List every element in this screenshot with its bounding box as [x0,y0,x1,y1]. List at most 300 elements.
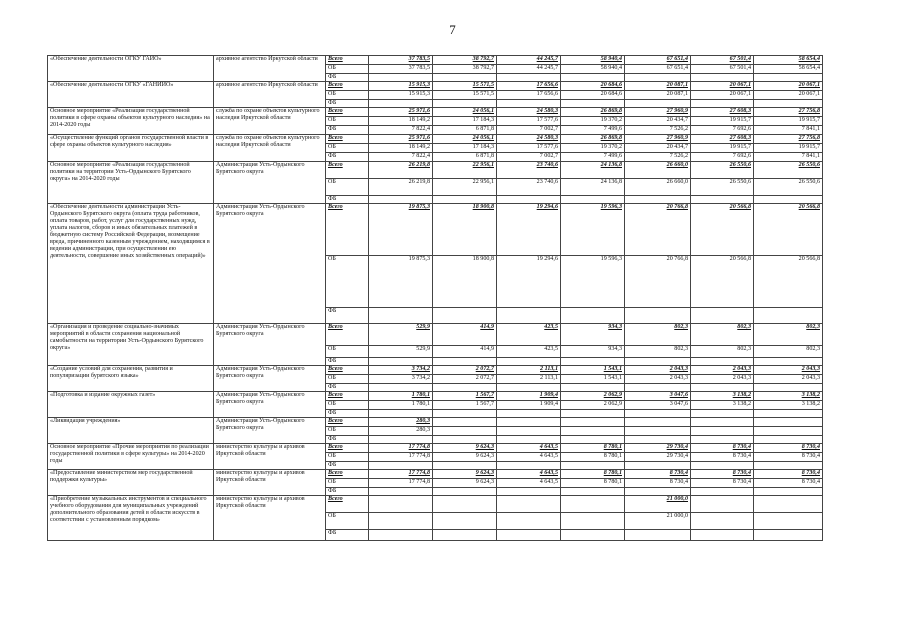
value-cell: 529,9 [369,346,433,358]
value-cell: 20 087,1 [625,91,691,100]
value-cell: 7 002,7 [497,153,561,162]
value-cell: 17 656,6 [497,91,561,100]
value-cell [369,74,433,82]
value-cell: 802,3 [754,324,823,346]
value-cell [369,384,433,392]
value-cell: 7 499,6 [561,153,625,162]
value-cell: 1 909,4 [497,401,561,410]
value-cell: 4 643,5 [497,444,561,453]
value-cell: 7 692,6 [691,153,754,162]
value-cell [433,100,497,108]
value-cell: 4 643,5 [497,470,561,479]
value-cell [691,358,754,366]
value-cell: 18 900,8 [433,204,497,256]
value-cell: 18 149,2 [369,117,433,126]
value-cell: 3 047,6 [625,392,691,401]
value-cell [754,418,823,427]
value-cell [561,488,625,496]
value-cell: 27 608,3 [691,108,754,117]
value-cell: 8 730,4 [625,470,691,479]
funding-source-fb: ФБ [326,358,369,366]
value-cell: 2 062,9 [561,392,625,401]
value-cell [754,308,823,324]
measure-name: «Создание условий для сохранения, развития и популяризации бурятского языка» [48,366,214,392]
value-cell [497,427,561,436]
value-cell: 1 567,7 [433,392,497,401]
value-cell [561,418,625,427]
value-cell: 19 915,7 [691,117,754,126]
value-cell: 8 730,4 [754,479,823,488]
value-cell: 9 624,3 [433,444,497,453]
budget-table [47,55,823,541]
value-cell [691,496,754,513]
value-cell: 20 684,6 [561,82,625,91]
value-cell [497,488,561,496]
value-cell [561,436,625,444]
table-row [48,392,823,401]
value-cell [754,410,823,418]
funding-source-ob: ОБ [326,256,369,308]
value-cell [497,358,561,366]
value-cell: 19 294,6 [497,204,561,256]
value-cell [625,418,691,427]
value-cell: 22 956,1 [433,179,497,196]
value-cell [691,74,754,82]
funding-source-fb: ФБ [326,530,369,541]
value-cell: 26 660,0 [625,162,691,179]
value-cell [691,308,754,324]
value-cell: 1 567,7 [433,401,497,410]
value-cell: 19 915,7 [754,117,823,126]
funding-source-fb: ФБ [326,410,369,418]
measure-name: «Ликвидация учреждения» [48,418,214,444]
value-cell: 17 577,6 [497,144,561,153]
funding-source-total: Всего [326,108,369,117]
responsible-executor: министерство культуры и архивов Иркутской области [214,496,326,541]
value-cell: 17 774,8 [369,444,433,453]
value-cell: 24 136,8 [561,162,625,179]
table-row [48,366,823,375]
value-cell [497,308,561,324]
value-cell: 3 138,2 [754,392,823,401]
value-cell: 802,3 [625,346,691,358]
value-cell: 802,3 [625,324,691,346]
funding-source-total: Всего [326,392,369,401]
value-cell: 25 971,6 [369,135,433,144]
funding-source-total: Всего [326,56,369,65]
value-cell: 20 684,6 [561,91,625,100]
value-cell [497,196,561,204]
value-cell: 25 971,6 [369,108,433,117]
value-cell [433,436,497,444]
value-cell [625,358,691,366]
responsible-executor: Администрация Усть-Ордынского Бурятского округа [214,366,326,392]
value-cell: 9 624,3 [433,470,497,479]
funding-source-total: Всего [326,496,369,513]
value-cell [691,410,754,418]
measure-name: «Обеспечение деятельности ОГКУ ГАИО» [48,56,214,82]
value-cell: 19 875,3 [369,204,433,256]
funding-source-ob: ОБ [326,375,369,384]
measure-name: Основное мероприятие «Прочие мероприятия по реализации государственной политики в сфере культуры» на 2014-2020 годы [48,444,214,470]
value-cell: 2 043,3 [691,366,754,375]
value-cell: 7 526,2 [625,126,691,135]
value-cell: 21 000,0 [625,496,691,513]
value-cell: 280,3 [369,418,433,427]
value-cell [754,427,823,436]
value-cell: 20 766,8 [625,256,691,308]
funding-source-total: Всего [326,324,369,346]
responsible-executor: служба по охране объектов культурного наследия Иркутской области [214,108,326,135]
value-cell: 8 730,4 [691,470,754,479]
funding-source-total: Всего [326,418,369,427]
value-cell: 15 915,3 [369,91,433,100]
value-cell [561,384,625,392]
value-cell [433,496,497,513]
value-cell: 15 915,3 [369,82,433,91]
measure-name: «Подготовка и издание окружных газет» [48,392,214,418]
funding-source-ob: ОБ [326,179,369,196]
value-cell: 2 043,3 [625,366,691,375]
value-cell [497,74,561,82]
value-cell [497,496,561,513]
value-cell: 37 783,5 [369,56,433,65]
value-cell: 6 871,8 [433,126,497,135]
value-cell: 24 580,3 [497,108,561,117]
value-cell: 26 869,8 [561,135,625,144]
value-cell [369,530,433,541]
value-cell: 67 501,4 [691,56,754,65]
responsible-executor: Администрация Усть-Ордынского Бурятского округа [214,392,326,418]
funding-source-fb: ФБ [326,196,369,204]
value-cell: 8 730,4 [625,479,691,488]
value-cell [625,410,691,418]
value-cell [433,384,497,392]
funding-source-ob: ОБ [326,453,369,462]
value-cell: 20 434,7 [625,144,691,153]
table-row [48,418,823,427]
value-cell: 20 067,1 [754,91,823,100]
measure-name: «Предоставление министерством мер государственной поддержки культуры» [48,470,214,496]
funding-source-ob: ОБ [326,117,369,126]
value-cell [754,74,823,82]
funding-source-fb: ФБ [326,462,369,470]
value-cell [754,488,823,496]
value-cell [433,308,497,324]
value-cell [691,100,754,108]
funding-source-ob: ОБ [326,346,369,358]
value-cell: 7 692,6 [691,126,754,135]
responsible-executor: Администрация Усть-Ордынского Бурятского округа [214,324,326,366]
value-cell: 26 660,0 [625,179,691,196]
value-cell: 7 526,2 [625,153,691,162]
value-cell: 8 730,4 [754,470,823,479]
value-cell: 58 654,4 [754,65,823,74]
value-cell: 20 566,8 [691,204,754,256]
value-cell: 7 499,6 [561,126,625,135]
value-cell [433,488,497,496]
measure-name: Основное мероприятие «Реализация государственной политики в сфере охраны объектов культурного наследия» на 2014-2020 годы [48,108,214,135]
value-cell [497,418,561,427]
value-cell: 802,3 [691,346,754,358]
value-cell [433,418,497,427]
value-cell: 26 550,6 [754,162,823,179]
value-cell: 17 774,8 [369,453,433,462]
value-cell: 529,9 [369,324,433,346]
value-cell [625,196,691,204]
funding-source-ob: ОБ [326,65,369,74]
value-cell: 3 047,6 [625,401,691,410]
value-cell: 7 822,4 [369,153,433,162]
value-cell [561,513,625,530]
funding-source-ob: ОБ [326,479,369,488]
value-cell [625,308,691,324]
value-cell: 1 543,1 [561,366,625,375]
value-cell [625,488,691,496]
value-cell [561,462,625,470]
value-cell: 27 756,8 [754,108,823,117]
measure-name: Основное мероприятие «Реализация государственной политики на территории Усть-Ордынского Бурятского округа» на 2014-2020 годы [48,162,214,204]
funding-source-fb: ФБ [326,153,369,162]
value-cell [561,308,625,324]
value-cell: 8 730,4 [691,453,754,462]
value-cell: 17 577,6 [497,117,561,126]
responsible-executor: служба по охране объектов культурного наследия Иркутской области [214,135,326,162]
funding-source-total: Всего [326,444,369,453]
value-cell [691,530,754,541]
value-cell: 58 940,4 [561,65,625,74]
value-cell: 280,3 [369,427,433,436]
value-cell: 19 294,6 [497,256,561,308]
value-cell [625,427,691,436]
value-cell [754,358,823,366]
value-cell [625,384,691,392]
value-cell: 4 643,5 [497,453,561,462]
value-cell: 2 072,7 [433,375,497,384]
table-row [48,135,823,144]
value-cell [691,427,754,436]
value-cell [691,384,754,392]
value-cell: 27 756,8 [754,135,823,144]
value-cell: 17 184,3 [433,117,497,126]
value-cell: 19 596,3 [561,204,625,256]
value-cell: 7 841,1 [754,126,823,135]
table-row [48,444,823,453]
value-cell [433,74,497,82]
value-cell: 24 136,8 [561,179,625,196]
value-cell: 17 656,6 [497,82,561,91]
value-cell [497,410,561,418]
measure-name: «Приобретение музыкальных инструментов и специального учебного оборудования для муниципальных учреждений дополнительного образования детей в области искусств в соответствии с установленным порядком» [48,496,214,541]
value-cell: 1 780,1 [369,401,433,410]
value-cell: 19 915,7 [754,144,823,153]
value-cell: 8 780,1 [561,479,625,488]
funding-source-total: Всего [326,366,369,375]
responsible-executor: архивное агентство Иркутской области [214,56,326,82]
value-cell [625,100,691,108]
value-cell [754,462,823,470]
table-row [48,108,823,117]
table-row [48,324,823,346]
value-cell: 20 067,1 [691,91,754,100]
value-cell [369,513,433,530]
value-cell: 26 869,8 [561,108,625,117]
value-cell: 8 730,4 [691,444,754,453]
value-cell [433,358,497,366]
value-cell: 20 766,8 [625,204,691,256]
value-cell: 24 580,3 [497,135,561,144]
funding-source-fb: ФБ [326,308,369,324]
value-cell: 414,9 [433,346,497,358]
value-cell [369,436,433,444]
responsible-executor: Администрация Усть-Ордынского Бурятского округа [214,418,326,444]
value-cell: 20 087,1 [625,82,691,91]
value-cell [497,384,561,392]
value-cell [369,488,433,496]
value-cell [369,196,433,204]
value-cell [369,100,433,108]
table-row [48,56,823,65]
value-cell [561,74,625,82]
value-cell: 19 875,3 [369,256,433,308]
value-cell: 7 002,7 [497,126,561,135]
value-cell: 3 734,2 [369,366,433,375]
value-cell [691,196,754,204]
value-cell [433,513,497,530]
value-cell: 802,3 [691,324,754,346]
value-cell: 27 608,3 [691,135,754,144]
value-cell: 2 062,9 [561,401,625,410]
value-cell: 17 774,8 [369,470,433,479]
value-cell: 934,3 [561,324,625,346]
value-cell: 15 571,5 [433,82,497,91]
value-cell: 2 043,3 [754,366,823,375]
value-cell: 18 900,8 [433,256,497,308]
value-cell [754,196,823,204]
value-cell: 67 501,4 [691,65,754,74]
funding-source-fb: ФБ [326,436,369,444]
value-cell: 8 780,1 [561,453,625,462]
value-cell: 26 550,6 [691,162,754,179]
value-cell [561,530,625,541]
value-cell [497,530,561,541]
value-cell [691,418,754,427]
funding-source-fb: ФБ [326,488,369,496]
value-cell: 8 730,4 [754,453,823,462]
value-cell: 414,9 [433,324,497,346]
value-cell: 1 543,1 [561,375,625,384]
value-cell [561,358,625,366]
table-row [48,82,823,91]
value-cell [433,196,497,204]
funding-source-total: Всего [326,470,369,479]
value-cell [691,462,754,470]
value-cell [433,410,497,418]
value-cell: 29 730,4 [625,444,691,453]
value-cell [497,436,561,444]
value-cell [433,530,497,541]
value-cell: 20 566,8 [754,256,823,308]
value-cell [625,74,691,82]
value-cell: 1 909,4 [497,392,561,401]
funding-source-ob: ОБ [326,513,369,530]
value-cell [691,488,754,496]
value-cell: 802,3 [754,346,823,358]
funding-source-ob: ОБ [326,401,369,410]
value-cell: 934,3 [561,346,625,358]
funding-source-total: Всего [326,204,369,256]
table-row [48,162,823,179]
value-cell [754,513,823,530]
value-cell [561,196,625,204]
value-cell [497,100,561,108]
responsible-executor: министерство культуры и архивов Иркутской области [214,444,326,470]
value-cell: 1 780,1 [369,392,433,401]
funding-source-fb: ФБ [326,384,369,392]
value-cell: 23 740,6 [497,162,561,179]
table-row [48,470,823,479]
value-cell: 37 783,5 [369,65,433,74]
funding-source-total: Всего [326,82,369,91]
value-cell [369,410,433,418]
value-cell [754,496,823,513]
value-cell: 20 566,8 [691,256,754,308]
value-cell [433,462,497,470]
value-cell: 18 149,2 [369,144,433,153]
responsible-executor: Администрация Усть-Ордынского Бурятского округа [214,204,326,324]
value-cell: 3 138,2 [754,401,823,410]
page-number: 7 [449,22,456,37]
value-cell: 15 571,5 [433,91,497,100]
value-cell: 9 624,3 [433,453,497,462]
value-cell [691,436,754,444]
value-cell [561,100,625,108]
funding-source-fb: ФБ [326,126,369,135]
value-cell [691,513,754,530]
value-cell: 24 056,1 [433,135,497,144]
value-cell: 7 841,1 [754,153,823,162]
value-cell [754,436,823,444]
value-cell [369,496,433,513]
value-cell: 4 643,5 [497,479,561,488]
value-cell [369,462,433,470]
value-cell: 423,5 [497,346,561,358]
value-cell: 19 915,7 [691,144,754,153]
value-cell: 17 184,3 [433,144,497,153]
value-cell: 27 960,9 [625,135,691,144]
value-cell: 24 056,1 [433,108,497,117]
value-cell [625,530,691,541]
value-cell: 8 780,1 [561,470,625,479]
value-cell: 20 434,7 [625,117,691,126]
value-cell [561,410,625,418]
value-cell: 2 043,3 [754,375,823,384]
value-cell [754,384,823,392]
value-cell: 2 113,1 [497,375,561,384]
value-cell [497,513,561,530]
funding-source-ob: ОБ [326,144,369,153]
value-cell: 19 370,2 [561,117,625,126]
value-cell [561,427,625,436]
responsible-executor: архивное агентство Иркутской области [214,82,326,108]
value-cell: 67 651,4 [625,65,691,74]
value-cell: 29 730,4 [625,453,691,462]
value-cell: 38 792,7 [433,56,497,65]
funding-source-ob: ОБ [326,427,369,436]
value-cell: 26 550,6 [691,179,754,196]
value-cell: 8 730,4 [691,479,754,488]
value-cell [625,436,691,444]
